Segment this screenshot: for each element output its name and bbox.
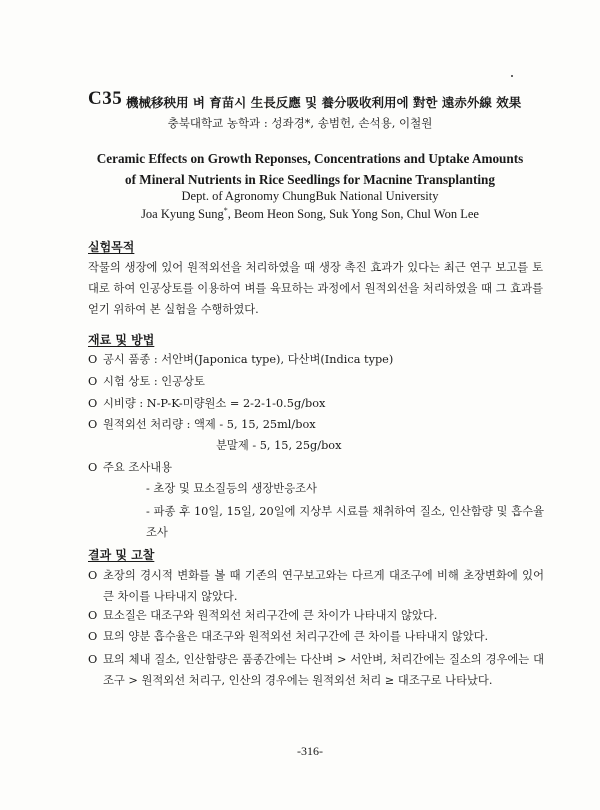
method-subitem: - 초장 및 묘소질등의 생장반응조사 [146,482,317,495]
method-item: O 원적외선 처리량 : 액제 - 5, 15, 25ml/box [88,418,316,431]
results-heading: 결과 및 고찰 [88,548,155,562]
method-item: O 시비량 : N-P-K-미량원소 = 2-2-1-0.5g/box [88,397,326,410]
corresponding-mark: * [223,206,228,215]
method-subitem: - 파종 후 10일, 15일, 20일에 지상부 시료를 채취하여 질소, 인산함량 및 흡수율 조사 [146,505,544,539]
method-item: O 공시 품종 : 서안벼(Japonica type), 다산벼(Indica type) [88,353,394,366]
methods-heading: 재료 및 방법 [88,333,155,347]
english-title-line-1: Ceramic Effects on Growth Reponses, Concentrations and Uptake Amounts [96,151,524,166]
result-item: O 묘의 체내 질소, 인산함량은 품종간에는 다산벼 > 서안벼, 처리간에는 질소의 경우에는 대조구 > 원적외선 처리구, 인산의 경우에는 원적외선 처리 ≥ 대조구로 나타났다. [88,653,544,687]
method-item: O 시험 상토 : 인공상토 [88,375,205,388]
korean-title: 機械移秧用 벼 育苗시 生長反應 및 養分吸收利用에 對한 遠赤外線 效果 [126,95,522,110]
purpose-text: 작물의 생장에 있어 원적외선을 처리하였을 때 생장 촉진 효과가 있다는 최근 연구 보고를 토대로 하여 인공상토를 이용하여 벼를 육묘하는 과정에서 원적외선을 처리하였을 때 그 효과를 얻기 위하여 본 실험을 수행하였다. [88,261,543,316]
method-item-continuation: 분말제 - 5, 15, 25g/box [216,439,342,452]
other-authors: , Beom Heon Song, Suk Yong Son, Chul Won Lee [227,207,479,222]
english-affiliation: Dept. of Agronomy ChungBuk National University [181,189,439,203]
page-number: -316- [297,744,323,758]
abstract-code: C35 [88,88,123,109]
korean-authors: 충북대학교 농학과 : 성좌경*, 송범헌, 손석용, 이철원 [167,116,433,130]
first-author: Joa Kyung Sung [141,207,224,222]
english-title [60,148,560,190]
result-item: O 초장의 경시적 변화를 볼 때 기존의 연구보고와는 다르게 대조구에 비해 초장변화에 있어 큰 차이를 나타내지 않았다. [88,569,544,603]
result-item: O 묘의 양분 흡수율은 대조구와 원적외선 처리구간에 큰 차이를 나타내지 않았다. [88,630,489,643]
english-authors [0,206,600,222]
purpose-heading: 실험목적 [88,240,135,254]
english-title-line-2: of Mineral Nutrients in Rice Seedlings for Macnine Transplanting [125,172,495,187]
result-item: O 묘소질은 대조구와 원적외선 처리구간에 큰 차이가 나타내지 않았다. [88,609,438,622]
scan-speck [511,75,513,77]
method-item: O 주요 조사내용 [88,461,173,474]
